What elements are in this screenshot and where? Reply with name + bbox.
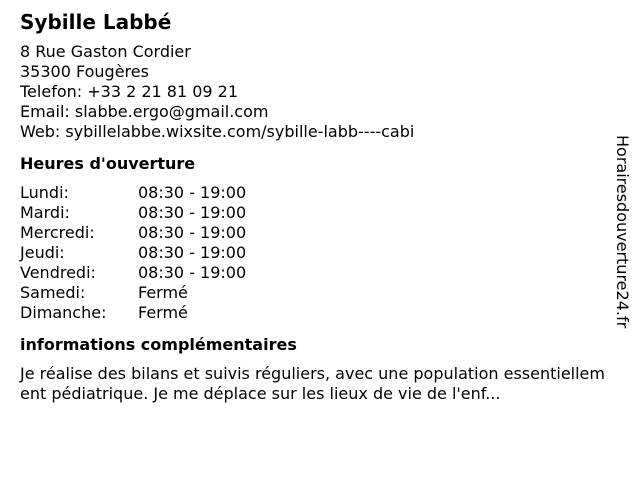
day-label: Dimanche: (20, 303, 107, 322)
opening-hours-title: Heures d'ouverture (20, 154, 196, 173)
hours-row-thursday (20, 243, 610, 263)
day-hours: Fermé (138, 283, 188, 302)
brand-watermark: Horairesdouverture24.fr (613, 135, 632, 329)
day-label: Vendredi: (20, 263, 96, 282)
day-hours: 08:30 - 19:00 (138, 183, 247, 202)
day-label: Lundi: (20, 183, 69, 202)
day-hours: Fermé (138, 303, 188, 322)
day-hours: 08:30 - 19:00 (138, 203, 247, 222)
address-city: 35300 Fougères (20, 62, 149, 81)
day-hours: 08:30 - 19:00 (138, 243, 247, 262)
hours-row-monday (20, 183, 610, 203)
phone-line: Telefon: +33 2 21 81 09 21 (20, 82, 239, 101)
business-card (20, 10, 610, 404)
day-hours: 08:30 - 19:00 (138, 223, 247, 242)
address-street: 8 Rue Gaston Cordier (20, 42, 191, 61)
email-line: Email: slabbe.ergo@gmail.com (20, 102, 269, 121)
day-label: Samedi: (20, 283, 86, 302)
additional-info-title: informations complémentaires (20, 335, 297, 354)
day-label: Mercredi: (20, 223, 95, 242)
opening-hours-table (20, 183, 610, 323)
day-label: Jeudi: (20, 243, 65, 262)
additional-info-text: Je réalise des bilans et suivis réguliers, avec une population essentiellement pédiatrique. Je me déplace sur les lieux de vie de l'enf... (20, 364, 605, 403)
business-name: Sybille Labbé (20, 10, 172, 34)
hours-row-wednesday (20, 223, 610, 243)
hours-row-sunday (20, 303, 610, 323)
day-hours: 08:30 - 19:00 (138, 263, 247, 282)
hours-row-tuesday (20, 203, 610, 223)
day-label: Mardi: (20, 203, 70, 222)
web-line: Web: sybillelabbe.wixsite.com/sybille-labb----cabi (20, 122, 415, 141)
hours-row-saturday (20, 283, 610, 303)
hours-row-friday (20, 263, 610, 283)
